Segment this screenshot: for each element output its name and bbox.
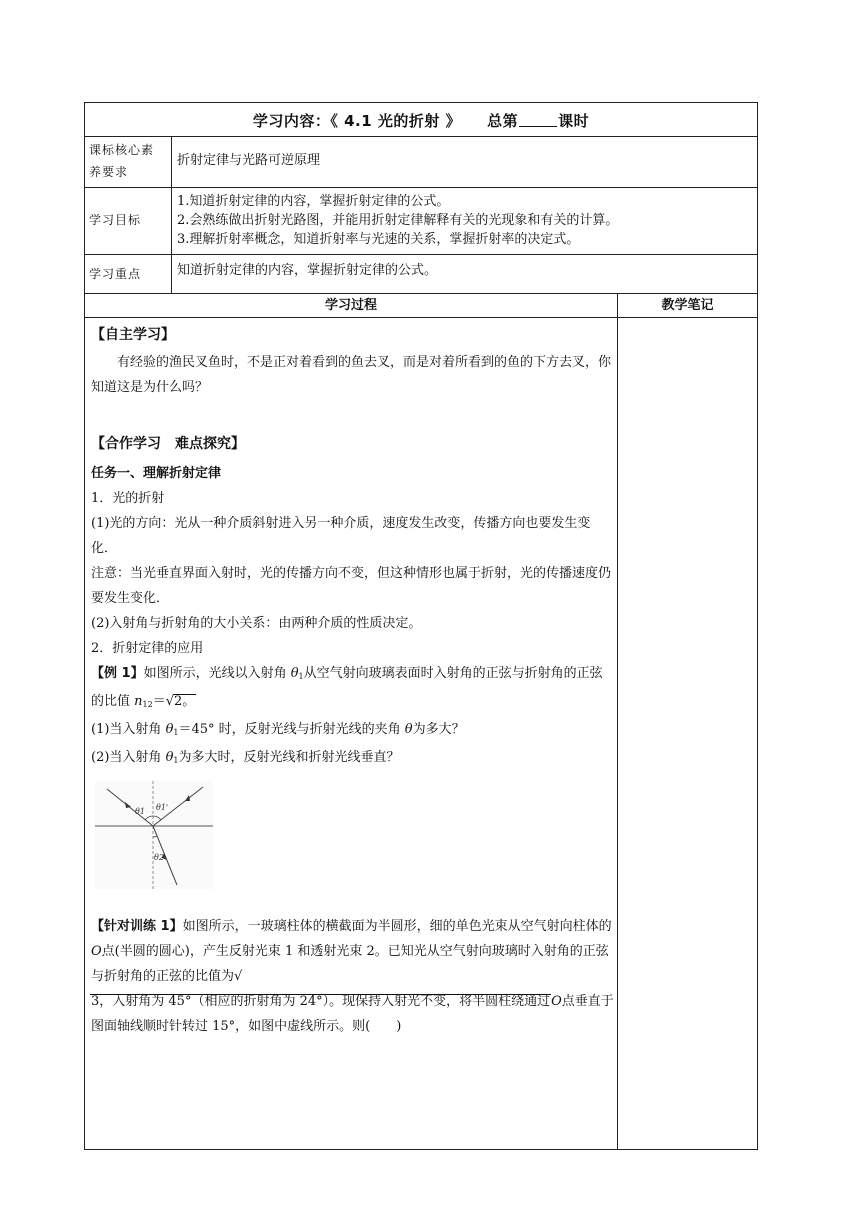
core-text: 折射定律与光路可逆原理 [177,153,321,168]
theta1-label: θ1 [135,807,145,816]
o-symbol: O [551,994,562,1009]
goals-label: 学习目标 [89,213,142,227]
rule [617,293,618,1149]
goal-item: 2.会熟练做出折射光路图，并能用折射定律解释有关的光现象和有关的计算。 [177,213,619,228]
goal-item: 3.理解折射率概念，知道折射率与光速的关系，掌握折射率的决定式。 [177,232,580,247]
lesson-number-blank[interactable] [519,114,557,127]
title-lesson-label: 课时 [558,111,590,130]
focus-label: 学习重点 [89,267,142,281]
coop-title: 【合作学习 难点探究】 [91,436,245,452]
question-text: (2)当入射角 [91,750,166,765]
subscript: 1 [173,756,179,765]
question-text: ＝45° 时，反射光线与折射光线的夹角 [178,722,405,737]
theta1-prime-label: θ1' [156,803,169,812]
rule [85,293,757,294]
notes-header: 教学笔记 [661,298,714,313]
point-2: 2．折射定律的应用 [91,641,204,656]
rule [85,187,757,188]
training-text: 如图所示，一玻璃柱体的横截面为半圆形，细的单色光束从空气射向柱体的 [182,919,612,934]
goal-item: 1.知道折射定律的内容，掌握折射定律的公式。 [177,194,450,209]
training-text: 3，入射角为 45°（相应的折射角为 24°）。现保持入射光不变，将半圆柱绕通过 [91,994,551,1009]
task-title: 任务一、理解折射定律 [91,466,222,481]
self-study-title: 【自主学习】 [91,327,175,343]
subscript: 1 [298,672,304,681]
core-label: 课标核心素养要求 [89,143,155,179]
training-1: 【针对训练 1】如图所示，一玻璃柱体的横截面为半圆形，细的单色光束从空气射向柱体的 O点(半圆的圆心)，产生反射光束 1 和透射光束 2。已知光从空气射向玻璃时入射角的正弦与折射角的正弦的比值为√3，入射角为 45°（相应的折射角为 24°）。现保持入射光不变，将半圆柱绕通过O点垂直于图面轴线顺时针转过 15°，如图中虚线所示。则( ) [91,919,614,1034]
question-text: 为多大？ [412,722,465,737]
question-text: (1)当入射角 [91,722,166,737]
example-text: 从空气射向玻璃表面时入射角的正弦与折射角的正弦的比值 [91,666,603,709]
goals-list [177,192,618,249]
refraction-diagram [95,781,213,889]
example-tag: 【例 1】 [91,666,144,681]
lesson-table [84,102,758,1150]
page-title [85,103,757,137]
subscript: 1 [173,728,179,737]
training-tag: 【针对训练 1】 [91,919,183,934]
self-study-text: 有经验的渔民叉鱼时，不是正对着看到的鱼去叉，而是对着所看到的鱼的下方去叉，你知道这是为什么吗？ [91,355,612,395]
process-header: 学习过程 [324,298,377,313]
note: 注意：当光垂直界面入射时，光的传播方向不变，但这种情形也属于折射，光的传播速度仍要发生变化． [91,566,612,606]
sqrt-value: 2。 [174,694,196,709]
rule [85,254,757,255]
point-1: 1．光的折射 [91,491,165,506]
title-prefix: 学习内容：《 4.1 光的折射 》 [252,111,462,130]
training-text: 点(半圆的圆心)，产生反射光束 1 和透射光束 2。已知光从空气射向玻璃时入射角的正弦与折射角的正弦的比值为 [91,944,609,984]
title-total-label: 总第 [487,111,519,130]
n-symbol: n [134,694,143,709]
theta-symbol: θ [404,722,413,737]
point-1-1: (1)光的方向：光从一种介质斜射进入另一种介质，速度发生改变，传播方向也要发生变化． [91,516,591,556]
theta-symbol: θ [290,666,299,681]
focus-text: 知道折射定律的内容，掌握折射定律的公式。 [177,263,438,278]
rule [85,317,757,318]
theta-symbol: θ [165,722,174,737]
example-text: 如图所示，光线以入射角 [143,666,291,681]
learning-process [91,323,615,1039]
subscript: 12 [142,700,153,709]
theta-symbol: θ [165,750,174,765]
example-1: 【例 1】如图所示，光线以入射角 $\theta_1$从空气射向玻璃表面时入射角的正弦与折射角的正弦的比值 $n_{12}=√2$。 [91,666,603,709]
question-1 [91,717,615,745]
question-text: 为多大时，反射光线和折射光线垂直？ [178,750,400,765]
rule [171,136,172,293]
question-2 [91,745,615,773]
point-1-2: (2)入射角与折射角的大小关系：由两种介质的性质决定。 [91,616,422,631]
o-symbol: O [91,944,102,959]
theta2-label: θ2 [154,853,164,862]
training-text: 点垂直于图面轴线顺时针转过 15°，如图中虚线所示。则( ) [91,994,614,1034]
